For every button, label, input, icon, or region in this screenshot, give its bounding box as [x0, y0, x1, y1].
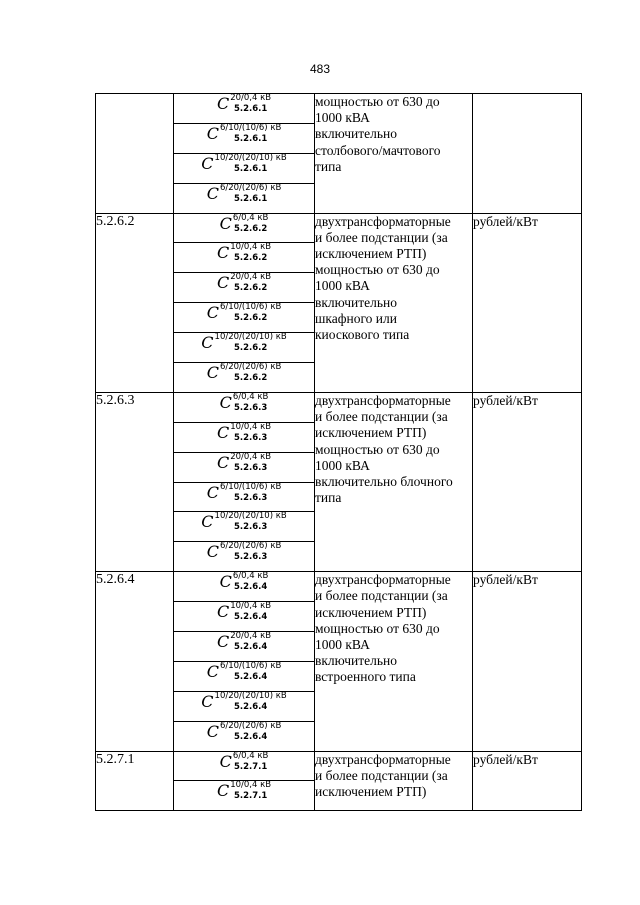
rate-symbol-cell: [174, 123, 315, 153]
description-line: шкафного или: [315, 310, 397, 326]
description-line: мощностью от 630 до: [315, 620, 440, 636]
rate-symbol: [220, 752, 269, 772]
rate-letter: C: [206, 721, 219, 741]
rate-indices: [220, 363, 281, 383]
rate-voltage: 6/20/(20/6) кВ: [219, 182, 282, 193]
rate-letter: C: [219, 751, 232, 771]
rate-symbol-cell: [174, 213, 315, 243]
rate-letter: C: [206, 363, 219, 383]
item-unit: рублей/кВт: [473, 213, 582, 392]
description-line: двухтрансформаторные: [315, 751, 451, 767]
rate-indices: [233, 393, 268, 413]
rate-symbol: [220, 393, 269, 413]
item-code: 5.2.6.2: [96, 213, 174, 392]
rate-index: 5.2.6.1: [233, 163, 268, 174]
description-line: 1000 кВА: [315, 278, 370, 294]
description-line: мощностью от 630 до: [315, 441, 440, 457]
rate-symbol-cell: [174, 94, 315, 124]
rate-index: 5.2.6.4: [233, 612, 268, 623]
rate-voltage: 10/0,4 кВ: [230, 421, 272, 432]
rate-letter: C: [219, 572, 232, 592]
rate-index: 5.2.6.2: [233, 343, 268, 354]
rate-voltage: 6/0,4 кВ: [232, 571, 269, 582]
rate-symbol-cell: [174, 751, 315, 781]
rate-indices: [220, 124, 281, 144]
rate-indices: [233, 752, 268, 772]
rate-symbol-cell: [174, 721, 315, 751]
rate-index: 5.2.6.4: [233, 731, 268, 742]
description-line: исключением РТП): [315, 604, 427, 620]
rate-symbol-cell: [174, 183, 315, 213]
rate-symbol: [207, 124, 282, 144]
rate-symbol-cell: [174, 452, 315, 482]
rate-letter: C: [216, 94, 230, 113]
rate-symbol: [201, 692, 286, 712]
rate-voltage: 10/0,4 кВ: [230, 242, 272, 253]
rate-letter: C: [216, 422, 230, 442]
rate-index: 5.2.6.3: [233, 492, 268, 503]
description-line: и более подстанции (за: [315, 409, 448, 425]
rate-voltage: 6/20/(20/6) кВ: [219, 720, 282, 731]
rate-symbol-cell: [174, 422, 315, 452]
rate-indices: [215, 154, 287, 174]
rate-letter: C: [201, 691, 214, 711]
tariff-table: [95, 93, 582, 811]
rate-indices: [220, 184, 281, 204]
rate-indices: [233, 214, 268, 234]
rate-symbol-cell: [174, 572, 315, 602]
rate-indices: [230, 602, 271, 622]
rate-symbol: [220, 572, 269, 592]
description-line: двухтрансформаторные: [315, 392, 451, 408]
rate-symbol-cell: [174, 482, 315, 512]
rate-index: 5.2.6.3: [233, 552, 268, 563]
table-row: [96, 213, 582, 243]
description-line: столбового/мачтового: [315, 142, 441, 158]
item-code: [96, 94, 174, 214]
rate-voltage: 10/0,4 кВ: [230, 780, 272, 791]
rate-voltage: 6/20/(20/6) кВ: [219, 541, 282, 552]
rate-voltage: 20/0,4 кВ: [230, 631, 272, 642]
rate-voltage: 10/20/(20/10) кВ: [214, 690, 287, 701]
rate-voltage: 6/0,4 кВ: [232, 750, 269, 761]
item-code: 5.2.7.1: [96, 751, 174, 811]
rate-indices: [230, 781, 271, 801]
rate-symbol-cell: [174, 363, 315, 393]
rate-indices: [230, 632, 271, 652]
description-line: включительно: [315, 653, 398, 669]
rate-symbol: [201, 512, 286, 532]
rate-voltage: 10/20/(20/10) кВ: [214, 152, 287, 163]
rate-indices: [220, 483, 281, 503]
rate-voltage: 6/0,4 кВ: [232, 212, 269, 223]
rate-letter: C: [201, 153, 214, 173]
item-description: [315, 751, 473, 811]
rate-symbol: [207, 184, 282, 204]
description-line: исключением РТП): [315, 245, 427, 261]
rate-index: 5.2.6.4: [233, 671, 268, 682]
rate-letter: C: [216, 632, 230, 652]
rate-indices: [215, 512, 287, 532]
description-line: исключением РТП): [315, 784, 427, 799]
rate-symbol: [217, 243, 271, 263]
rate-symbol: [217, 94, 271, 114]
rate-letter: C: [219, 392, 232, 412]
table-row: [96, 572, 582, 602]
rate-indices: [230, 243, 271, 263]
rate-index: 5.2.6.2: [233, 223, 268, 234]
rate-voltage: 20/0,4 кВ: [230, 272, 272, 283]
rate-index: 5.2.6.3: [233, 522, 268, 533]
description-line: включительно: [315, 294, 398, 310]
item-unit: рублей/кВт: [473, 572, 582, 751]
rate-letter: C: [201, 512, 214, 532]
rate-symbol-cell: [174, 512, 315, 542]
rate-letter: C: [219, 213, 232, 233]
rate-indices: [215, 692, 287, 712]
rate-symbol: [207, 303, 282, 323]
rate-index: 5.2.6.2: [233, 253, 268, 264]
description-line: включительно: [315, 126, 398, 142]
rate-symbol: [217, 602, 271, 622]
tariff-table-body: [96, 94, 582, 811]
rate-symbol: [207, 722, 282, 742]
rate-letter: C: [206, 303, 219, 323]
rate-index: 5.2.6.3: [233, 462, 268, 473]
description-line: двухтрансформаторные: [315, 213, 451, 229]
item-unit: рублей/кВт: [473, 392, 582, 571]
rate-letter: C: [206, 661, 219, 681]
rate-voltage: 6/10/(10/6) кВ: [219, 481, 282, 492]
description-line: киоскового типа: [315, 326, 410, 342]
item-description: [315, 94, 473, 214]
rate-symbol-cell: [174, 691, 315, 721]
rate-letter: C: [201, 333, 214, 353]
rate-indices: [215, 333, 287, 353]
rate-index: 5.2.6.4: [233, 701, 268, 712]
description-line: исключением РТП): [315, 425, 427, 441]
rate-index: 5.2.6.3: [233, 402, 268, 413]
rate-indices: [220, 662, 281, 682]
page-number: 483: [309, 62, 331, 76]
rate-voltage: 10/20/(20/10) кВ: [214, 511, 287, 522]
rate-indices: [230, 94, 271, 114]
description-line: 1000 кВА: [315, 637, 370, 653]
rate-indices: [220, 303, 281, 323]
item-description: [315, 572, 473, 751]
rate-letter: C: [216, 273, 230, 293]
description-line: типа: [315, 490, 342, 506]
rate-indices: [233, 572, 268, 592]
rate-voltage: 6/10/(10/6) кВ: [219, 302, 282, 313]
rate-letter: C: [206, 482, 219, 502]
rate-index: 5.2.6.1: [233, 133, 268, 144]
rate-voltage: 10/0,4 кВ: [230, 601, 272, 612]
rate-symbol-cell: [174, 602, 315, 632]
description-line: встроенного типа: [315, 669, 416, 685]
rate-voltage: 20/0,4 кВ: [230, 93, 272, 103]
rate-index: 5.2.6.4: [233, 642, 268, 653]
item-unit: рублей/кВт: [473, 751, 582, 811]
description-line: 1000 кВА: [315, 457, 370, 473]
rate-index: 5.2.7.1: [233, 761, 268, 772]
item-unit: [473, 94, 582, 214]
description-line: включительно блочного: [315, 473, 453, 489]
rate-letter: C: [206, 183, 219, 203]
rate-indices: [230, 273, 271, 293]
rate-symbol: [207, 542, 282, 562]
rate-symbol-cell: [174, 632, 315, 662]
rate-symbol: [207, 483, 282, 503]
item-description: [315, 392, 473, 571]
table-row: [96, 94, 582, 124]
rate-index: 5.2.6.2: [233, 313, 268, 324]
description-line: 1000 кВА: [315, 110, 370, 126]
rate-voltage: 6/0,4 кВ: [232, 391, 269, 402]
rate-indices: [230, 453, 271, 473]
rate-symbol: [207, 363, 282, 383]
rate-voltage: 6/10/(10/6) кВ: [219, 660, 282, 671]
rate-index: 5.2.6.1: [233, 104, 268, 114]
rate-voltage: 6/20/(20/6) кВ: [219, 362, 282, 373]
item-code: 5.2.6.3: [96, 392, 174, 571]
table-row: [96, 392, 582, 422]
rate-symbol-cell: [174, 303, 315, 333]
rate-symbol-cell: [174, 333, 315, 363]
rate-symbol: [217, 453, 271, 473]
rate-index: 5.2.6.1: [233, 193, 268, 204]
description-line: мощностью от 630 до: [315, 262, 440, 278]
rate-index: 5.2.6.3: [233, 432, 268, 443]
rate-index: 5.2.6.2: [233, 283, 268, 294]
item-description: [315, 213, 473, 392]
rate-letter: C: [216, 602, 230, 622]
rate-symbol-cell: [174, 661, 315, 691]
rate-voltage: 6/10/(10/6) кВ: [219, 122, 282, 133]
rate-symbol-cell: [174, 153, 315, 183]
rate-indices: [220, 722, 281, 742]
rate-symbol: [217, 423, 271, 443]
rate-voltage: 10/20/(20/10) кВ: [214, 332, 287, 343]
description-line: двухтрансформаторные: [315, 572, 451, 588]
rate-letter: C: [206, 542, 219, 562]
rate-indices: [220, 542, 281, 562]
description-line: типа: [315, 158, 342, 174]
rate-symbol: [220, 214, 269, 234]
table-row: [96, 751, 582, 781]
item-code: 5.2.6.4: [96, 572, 174, 751]
rate-symbol: [217, 273, 271, 293]
rate-letter: C: [216, 452, 230, 472]
rate-symbol: [207, 662, 282, 682]
rate-symbol-cell: [174, 392, 315, 422]
rate-symbol: [201, 154, 286, 174]
rate-index: 5.2.6.4: [233, 582, 268, 593]
rate-voltage: 20/0,4 кВ: [230, 451, 272, 462]
rate-symbol-cell: [174, 542, 315, 572]
rate-symbol: [217, 632, 271, 652]
rate-letter: C: [216, 243, 230, 263]
rate-symbol-cell: [174, 243, 315, 273]
rate-symbol-cell: [174, 273, 315, 303]
description-line: и более подстанции (за: [315, 767, 448, 783]
rate-index: 5.2.7.1: [233, 791, 268, 802]
rate-index: 5.2.6.2: [233, 373, 268, 384]
rate-letter: C: [216, 781, 230, 801]
rate-symbol-cell: [174, 781, 315, 811]
description-line: и более подстанции (за: [315, 588, 448, 604]
rate-symbol: [201, 333, 286, 353]
description-line: и более подстанции (за: [315, 229, 448, 245]
rate-symbol: [217, 781, 271, 801]
rate-letter: C: [206, 123, 219, 143]
rate-indices: [230, 423, 271, 443]
description-line: мощностью от 630 до: [315, 94, 440, 109]
